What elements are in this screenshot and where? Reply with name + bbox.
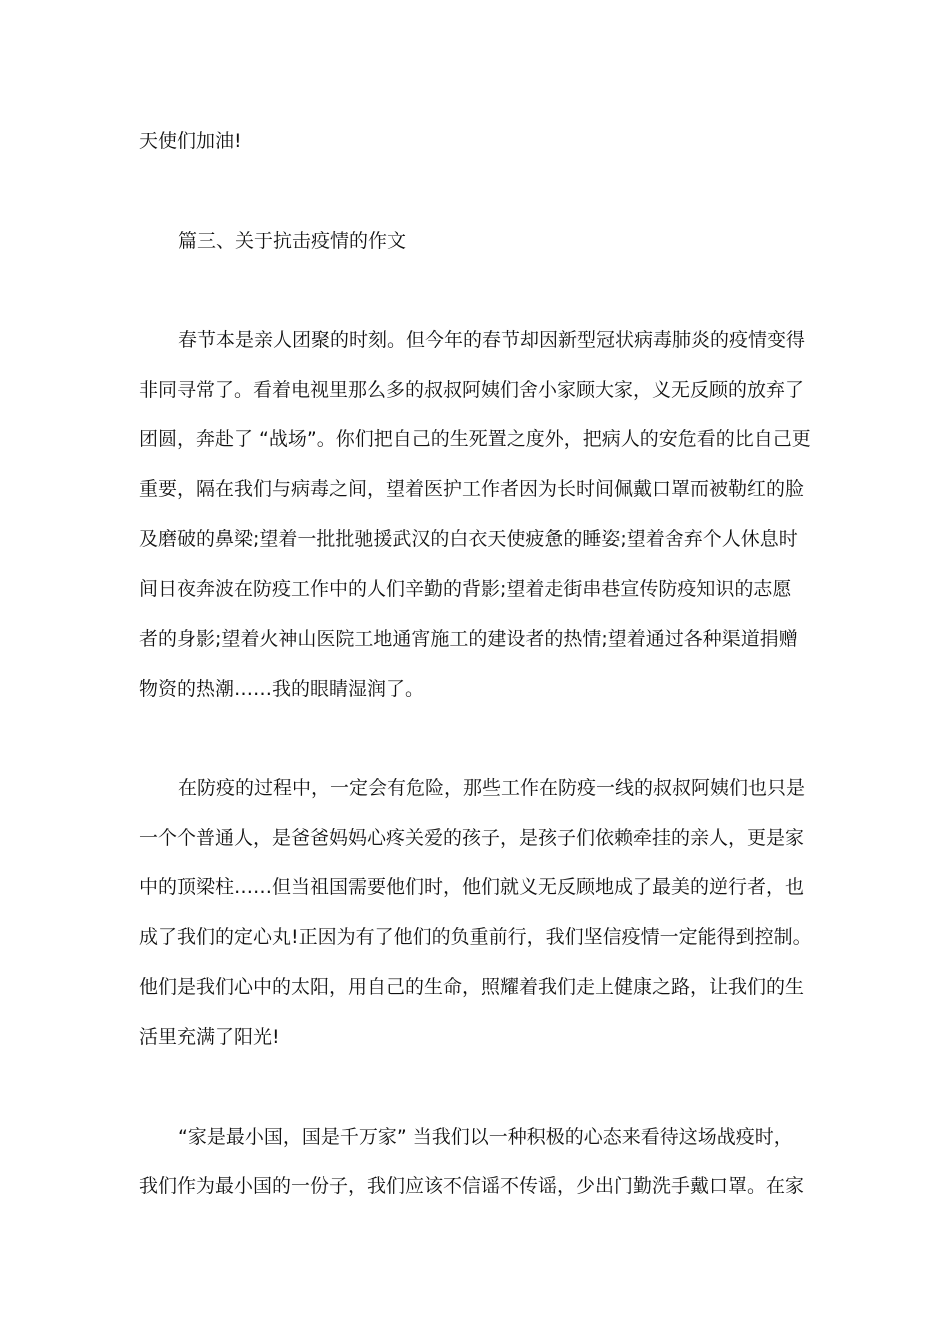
paragraph-line: 活里充满了阳光!	[139, 1026, 280, 1048]
paragraph-line: 者的身影;望着火神山医院工地通宵施工的建设者的热情;望着通过各种渠道捐赠	[139, 628, 798, 650]
closing-line: 天使们加油!	[139, 130, 242, 152]
paragraph-line: 成了我们的定心丸!正因为有了他们的负重前行，我们坚信疫情一定能得到控制。	[139, 926, 812, 948]
section-heading: 篇三、关于抗击疫情的作文	[178, 230, 407, 252]
paragraph-line: 我们作为最小国的一份子，我们应该不信谣不传谣，少出门勤洗手戴口罩。在家	[139, 1175, 805, 1197]
paragraph-line: 春节本是亲人团聚的时刻。但今年的春节却因新型冠状病毒肺炎的疫情变得	[178, 329, 806, 351]
paragraph-line: 团圆，奔赴了 “战场”。你们把自己的生死置之度外，把病人的安危看的比自己更	[139, 428, 811, 450]
paragraph-line: “家是最小国，国是千万家” 当我们以一种积极的心态来看待这场战疫时，	[178, 1126, 793, 1148]
paragraph-line: 物资的热潮……我的眼睛湿润了。	[139, 678, 425, 700]
paragraph-line: 间日夜奔波在防疫工作中的人们辛勤的背影;望着走街串巷宣传防疫知识的志愿	[139, 578, 792, 600]
paragraph-line: 非同寻常了。看着电视里那么多的叔叔阿姨们舍小家顾大家，义无反顾的放弃了	[139, 379, 805, 401]
paragraph-line: 重要，隔在我们与病毒之间，望着医护工作者因为长时间佩戴口罩而被勒红的脸	[139, 478, 805, 500]
paragraph-line: 他们是我们心中的太阳，用自己的生命，照耀着我们走上健康之路，让我们的生	[139, 976, 805, 998]
paragraph-line: 中的顶梁柱……但当祖国需要他们时，他们就义无反顾地成了最美的逆行者，也	[139, 876, 805, 898]
paragraph-line: 及磨破的鼻梁;望着一批批驰援武汉的白衣天使疲惫的睡姿;望着舍弃个人休息时	[139, 528, 798, 550]
paragraph-line: 一个个普通人，是爸爸妈妈心疼关爱的孩子，是孩子们依赖牵挂的亲人，更是家	[139, 827, 805, 849]
paragraph-line: 在防疫的过程中，一定会有危险，那些工作在防疫一线的叔叔阿姨们也只是	[178, 777, 806, 799]
